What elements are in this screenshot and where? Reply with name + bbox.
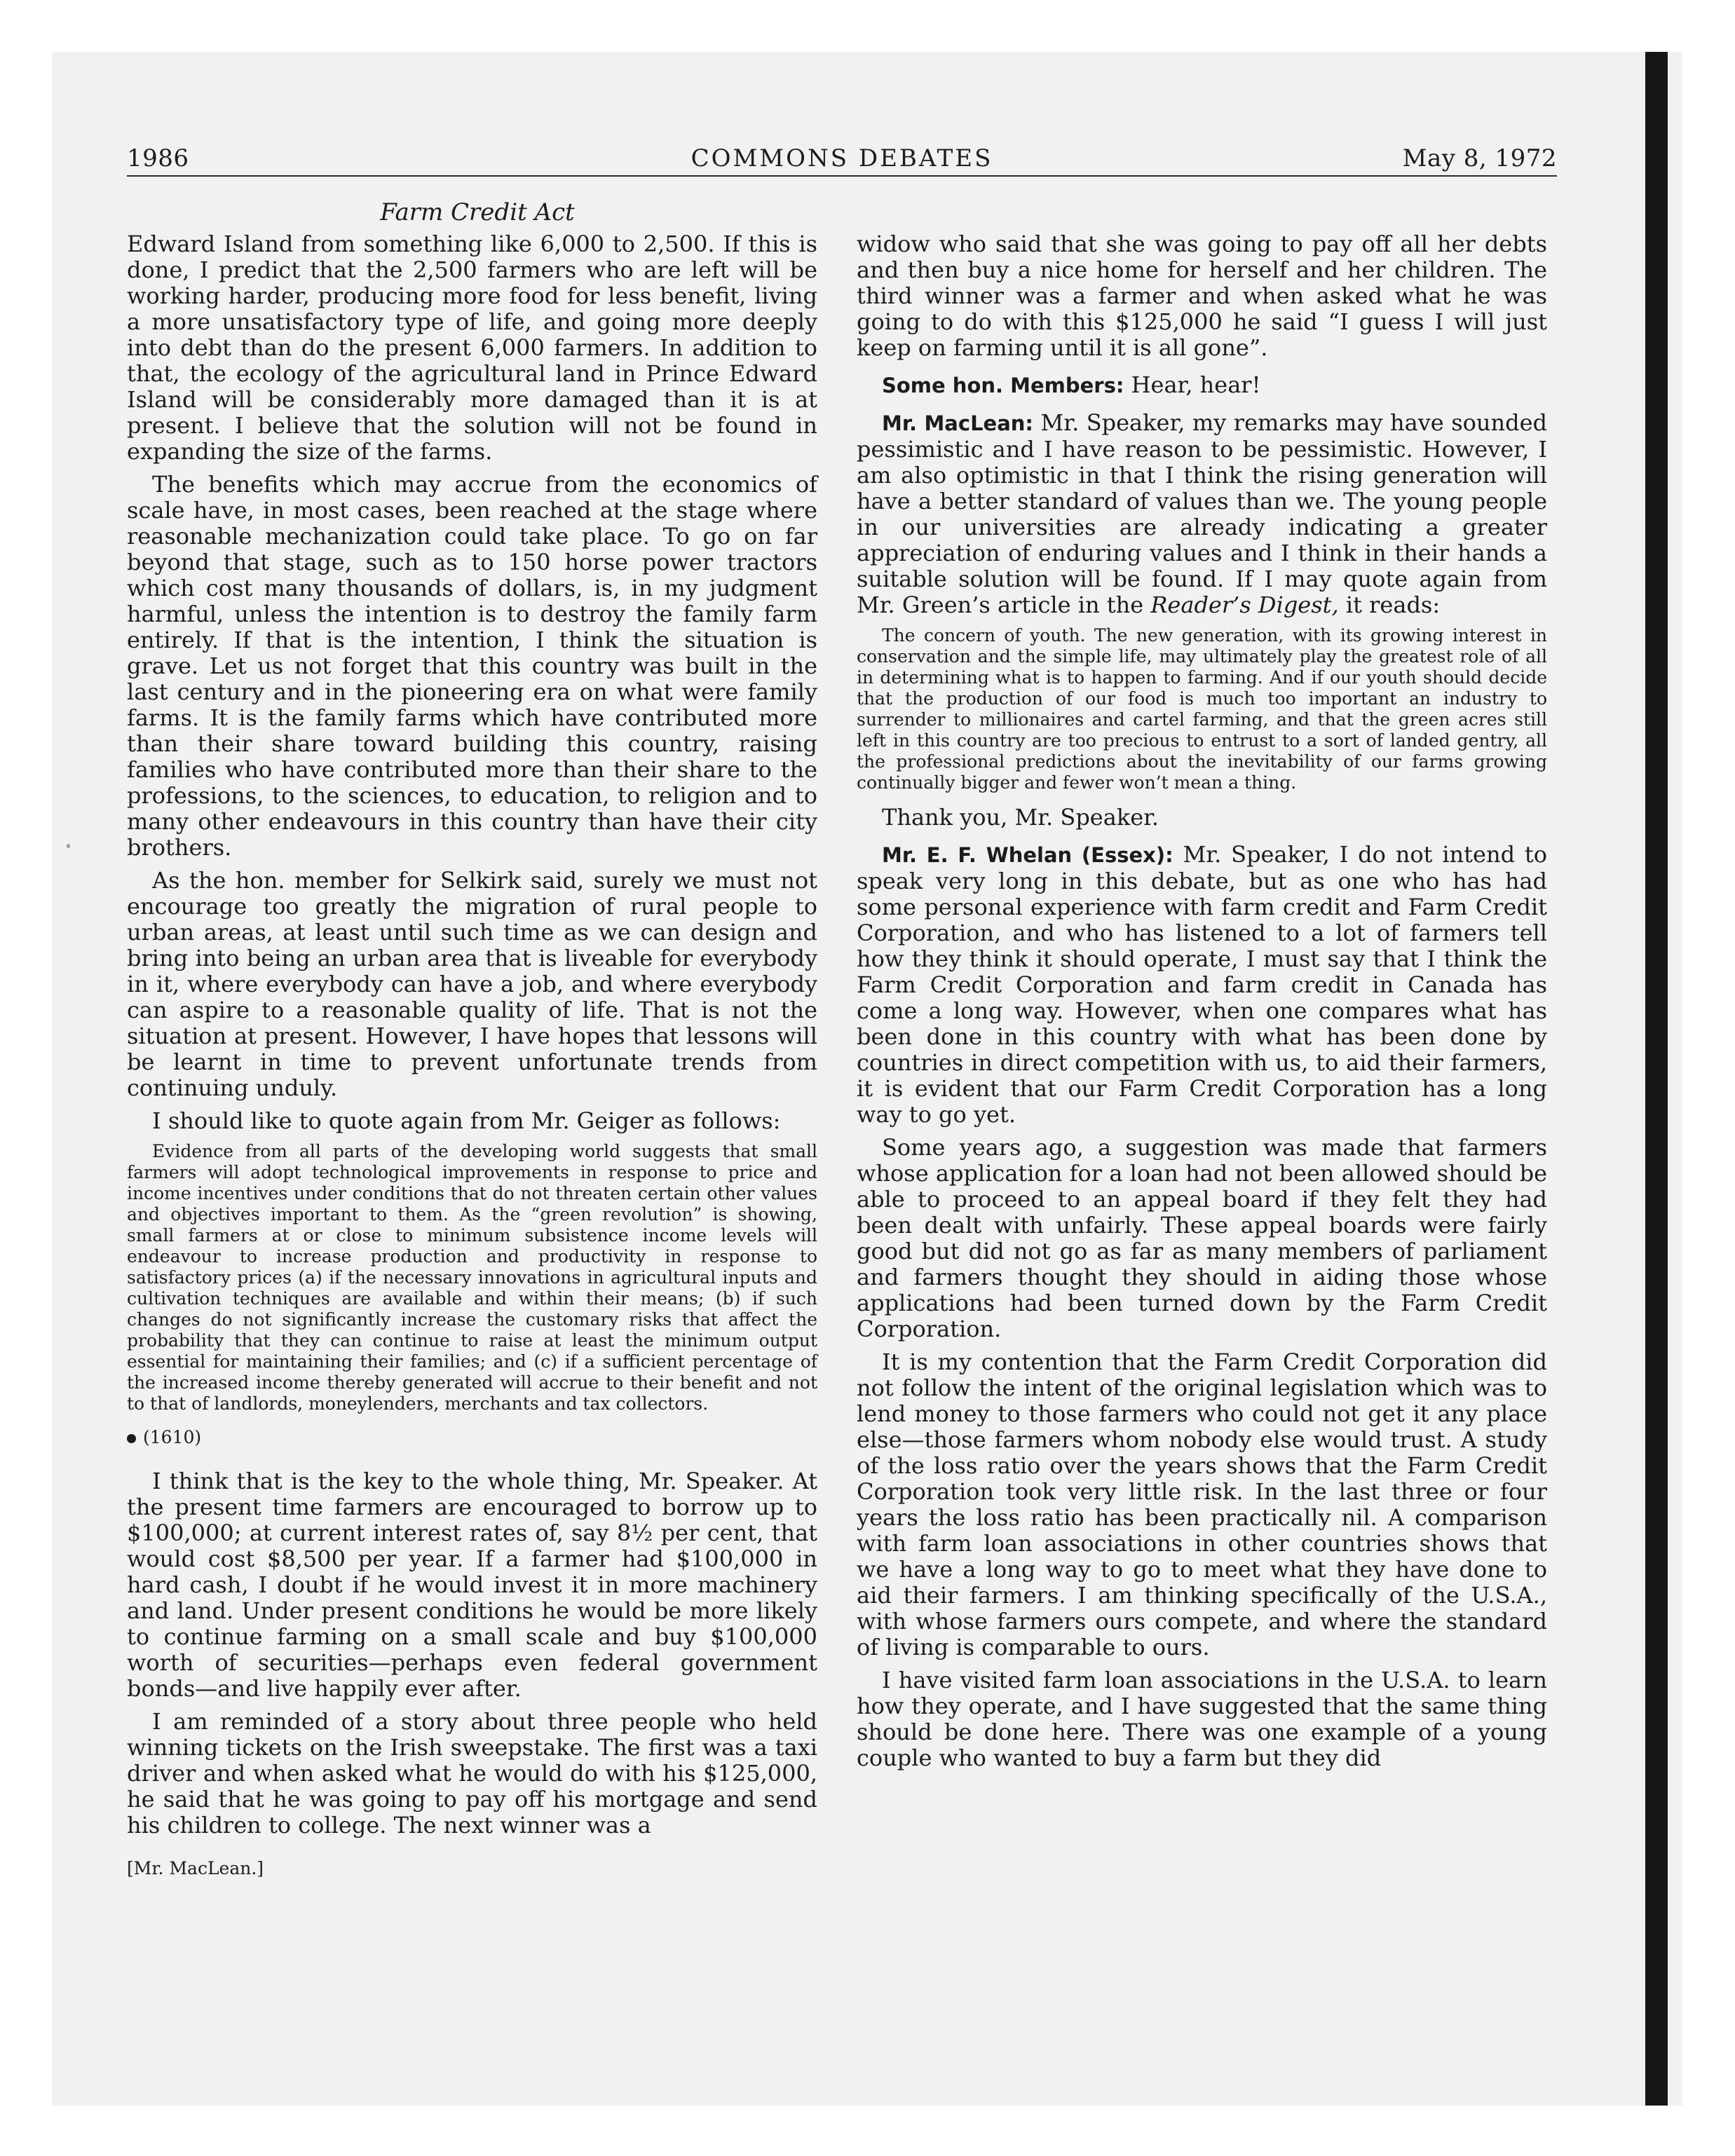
scan-edge-shadow [1645,52,1668,2106]
paragraph: I think that is the key to the whole thing, Mr. Speaker. At the present time farmers are encouraged to borrow up to $100,000; at current interest rates of, say 8½ per cent, that would cost $8,500 per year. If a farmer had $100,000 in hard cash, I doubt if he would invest it in more machinery and land. Under present conditions he would be more likely to continue farming on a small scale and buy $100,000 worth of securities—perhaps even federal government bonds—and live happily ever after. [127,1468,817,1702]
margin-speck [67,844,70,848]
paragraph: It is my contention that the Farm Credit Corporation did not follow the intent of the original legislation which was to lend money to those farmers who could not get it any place else—those farmers whom nobody else would trust. A study of the loss ratio over the years shows that the Farm Credit Corporation took very little risk. In the last three or four years the loss ratio has been practically nil. A comparison with farm loan associations in other countries shows that we have a long way to go to meet what they have done to aid their farmers. I am thinking specifically of the U.S.A., with whose farmers ours compete, and where the standard of living is comparable to ours. [857,1349,1547,1660]
speech-text: Mr. Speaker, my remarks may have sounded pessimistic and I have reason to be pessimistic. However, I am also optimistic in that I think the rising generation will have a better standard of values than we. The young people in our universities are already indicating a greater appreciation of enduring values and I think in their hands a suitable solution will be found. If I may quote again from Mr. Green’s article in the [857,409,1548,618]
publication-title: COMMONS DEBATES [690,144,993,172]
speech [857,410,1547,618]
paragraph: Some years ago, a suggestion was made that farmers whose application for a loan had not been allowed should be able to proceed to an appeal board if they felt they had been dealt with unfairly. These appeal boards were fairly good but did not go as far as many members of parliament and farmers thought they should in aiding those whose applications had been turned down by the Farm Credit Corporation. [857,1134,1547,1342]
page-number: 1986 [127,144,189,172]
time-marker [127,1424,817,1450]
paragraph: Edward Island from something like 6,000 to 2,500. If this is done, I predict that the 2,500 farmers who are left will be working harder, producing more food for less benefit, living a more unsatisfactory type of life, and going more deeply into debt than do the present 6,000 farmers. In addition to that, the ecology of the agricultural land in Prince Edward Island will be considerably more damaged than it is at present. I believe that the solution will not be found in expanding the size of the farms. [127,231,817,465]
paragraph: As the hon. member for Selkirk said, surely we must not encourage too greatly the migration of rural people to urban areas, at least until such time as we can design and bring into being an urban area that is liveable for everybody in it, where everybody can have a job, and where everybody can aspire to a reasonable quality of life. That is not the situation at present. However, I have hopes that lessons will be learnt in time to prevent unfortunate trends from continuing unduly. [127,867,817,1101]
speech-text: it reads: [1345,592,1441,618]
speech-text: Mr. Speaker, I do not intend to speak very long in this debate, but as one who has had some personal experience with farm credit and Farm Credit Corporation, and who has listened to a lot of farmers tell how they think it should operate, I must say that I think the Farm Credit Corporation and farm credit in Canada has come a long way. However, when one compares what has been done in this country with what has been done by countries in direct competition with us, to aid their farmers, it is evident that our Farm Credit Corporation has a long way to go yet. [857,841,1548,1128]
speaker-name: Some hon. Members: [882,374,1124,397]
paragraph: I should like to quote again from Mr. Geiger as follows: [152,1107,781,1134]
speech [857,842,1547,1128]
left-column [127,231,817,1881]
speaker-name: Mr. MacLean: [882,411,1034,435]
block-quote: Evidence from all parts of the developing world suggests that small farmers will adopt technological improvements in response to price and income incentives under conditions that do not threaten certain other values and objectives important to them. As the “green revolution” is showing, small farmers at or close to minimum subsistence income levels will endeavour to increase production and productivity in response to satisfactory prices (a) if the necessary innovations in agricultural inputs and cultivation techniques are available and within their means; (b) if such changes do not significantly increase the customary risks that affect the probability that they can continue to raise at least the minimum output essential for maintaining their families; and (c) if a sufficient percentage of the increased income thereby generated will accrue to their benefit and not to that of landlords, moneylenders, merchants and tax collectors. [127,1141,817,1414]
time-marker-text: (1610) [143,1427,202,1447]
speech-text: Hear, hear! [1131,371,1261,398]
paragraph: I have visited farm loan associations in the U.S.A. to learn how they operate, and I have suggested that the same thing should be done here. There was one example of a young couple who wanted to buy a farm but they did [857,1667,1547,1771]
paragraph: I am reminded of a story about three people who held winning tickets on the Irish sweepstake. The first was a taxi driver and when asked what he would do with his $125,000, he said that he was going to pay off his mortgage and send his children to college. The next winner was a [127,1708,817,1838]
bullet-icon [127,1434,136,1443]
paragraph: The benefits which may accrue from the economics of scale have, in most cases, been reached at the stage where reasonable mechanization could take place. To go on far beyond that stage, such as to 150 horse power tractors which cost many thousands of dollars, is, in my judgment harmful, unless the intention is to destroy the family farm entirely. If that is the intention, I think the situation is grave. Let us not forget that this country was built in the last century and in the pioneering era on what were family farms. It is the family farms which have contributed more than their share toward building this country, raising families who have contributed more than their share to the professions, to the sciences, to education, to religion and to many other endeavours in this country than have their city brothers. [127,471,817,861]
paragraph: Thank you, Mr. Speaker. [882,804,1159,831]
page-date: May 8, 1972 [1402,144,1557,172]
paragraph: widow who said that she was going to pay off all her debts and then buy a nice home for herself and her children. The third winner was a farmer and when asked what he was going to do with this $125,000 he said “I guess I will just keep on farming until it is all gone”. [857,231,1547,361]
page-header [127,144,1557,177]
speaker-name: Mr. E. F. Whelan (Essex): [882,843,1173,867]
block-quote: The concern of youth. The new generation, with its growing interest in conservation and the simple life, may ultimately play the greatest role of all in determining what is to happen to farming. And if our youth should decide that the production of our food is much too important an industry to surrender to millionaires and cartel farming, and that the green acres still left in this country are too precious to entrust to a sort of landed gentry, all the professional predictions about the inevitability of our farms growing continually bigger and fewer won’t mean a thing. [857,625,1547,793]
publication-name: Reader’s Digest, [1150,592,1339,618]
running-title: Farm Credit Act [380,198,575,226]
interjection [857,372,1547,399]
right-column [857,231,1547,1778]
speaker-footnote: [Mr. MacLean.] [127,1858,264,1878]
